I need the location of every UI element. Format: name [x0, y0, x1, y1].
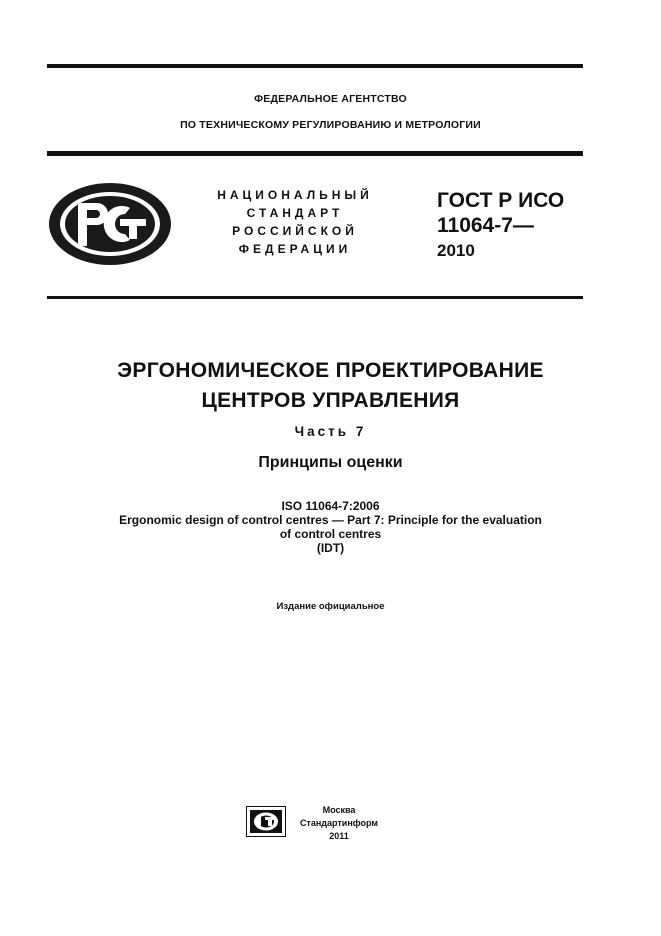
publisher-info [296, 804, 382, 843]
document-title [0, 356, 661, 416]
national-line-3: РОССИЙСКОЙ [232, 224, 358, 238]
publisher-year: 2011 [329, 831, 349, 841]
national-line-4: ФЕДЕРАЦИИ [238, 242, 352, 256]
edition-label: Издание официальное [276, 601, 385, 612]
gost-line-2: 11064-7— [437, 214, 534, 237]
iso-code: ISO 11064-7:2006 [281, 499, 380, 513]
iso-idt: (IDT) [316, 541, 345, 555]
iso-title-line-1: Ergonomic design of control centres — Part 7: Principle for the evaluation [119, 513, 542, 527]
publisher-city: Москва [322, 805, 356, 815]
gost-line-3: 2010 [437, 241, 475, 260]
standard-block-rule [47, 296, 583, 299]
iso-reference [0, 499, 661, 555]
national-standard-text [200, 186, 390, 258]
part-label: Часть 7 [294, 424, 367, 439]
publisher-name: Стандартинформ [299, 818, 379, 828]
iso-title-line-2: of control centres [279, 527, 382, 541]
national-line-2: СТАНДАРТ [246, 206, 344, 220]
agency-line-1: ФЕДЕРАЛЬНОЕ АГЕНТСТВО [254, 93, 407, 105]
title-line-1: ЭРГОНОМИЧЕСКОЕ ПРОЕКТИРОВАНИЕ [117, 359, 544, 382]
header-rule [47, 151, 583, 156]
top-rule [47, 64, 583, 68]
national-line-1: НАЦИОНАЛЬНЫЙ [217, 188, 373, 202]
gost-number [437, 188, 564, 263]
document-subtitle: Принципы оценки [258, 454, 403, 471]
title-line-2: ЦЕНТРОВ УПРАВЛЕНИЯ [201, 389, 460, 412]
standartinform-logo [246, 806, 286, 837]
gost-line-1: ГОСТ Р ИСО [437, 189, 565, 212]
agency-line-2: ПО ТЕХНИЧЕСКОМУ РЕГУЛИРОВАНИЮ И МЕТРОЛОГИИ [180, 119, 481, 131]
rst-logo [46, 181, 174, 267]
